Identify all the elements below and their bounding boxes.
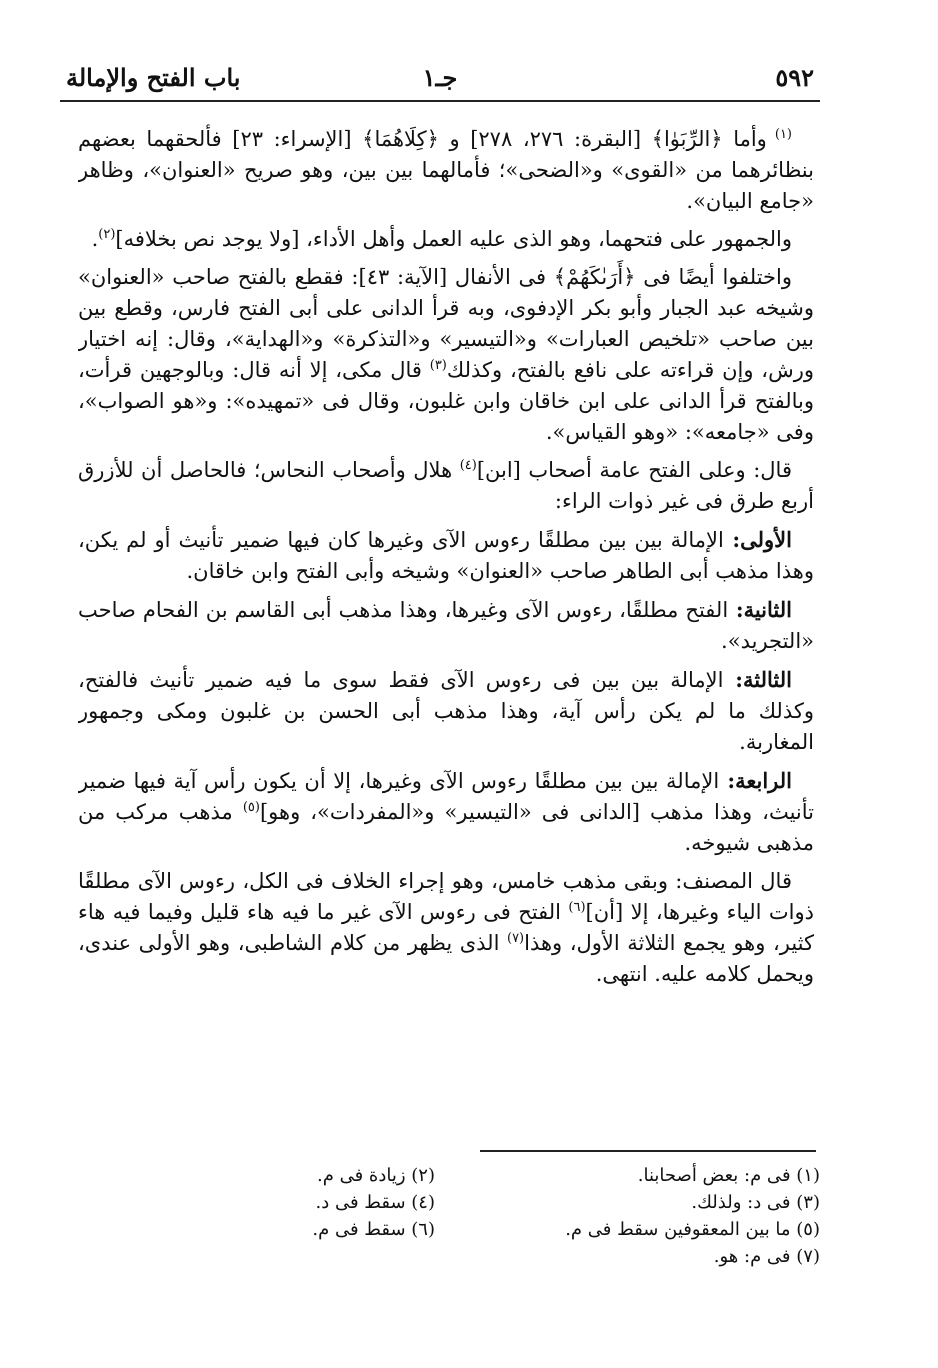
footnote-marker: (٧): [506, 931, 525, 946]
footnote: (٤) سقط فى د.: [315, 1192, 435, 1213]
text-run: الإمالة بين بين مطلقًا رءوس الآى وغيرها، إلا أن يكون رأس آية فيها ضمير تأنيث، وهذا مذهب [الدانى فى «التيسير» و«المفردات»، وهو]: [78, 769, 814, 824]
text-run: الإمالة بين بين فى رءوس الآى فقط سوى ما فيه ضمير تأنيث فالفتح، وكذلك ما لم يكن رأس آية، وهذا مذهب أبى الحسن بن غلبون ومكى وجمهور المغاربة.: [78, 668, 814, 754]
text-run: والجمهور على فتحهما، وهو الذى عليه العمل وأهل الأداء، [ولا يوجد نص بخلافه]: [115, 227, 792, 251]
text-run: الذى يظهر من كلام الشاطبى، وهو الأولى عندى، ويحمل كلامه عليه. انتهى.: [78, 931, 814, 986]
text-run: وأما ﴿الرِّبَوٰا﴾ [البقرة: ٢٧٦، ٢٧٨] و ﴿كِلَاهُمَا﴾ [الإسراء: ٢٣] فألحقهما بعضهم بنظائرهما من «القوى» و«الضحى»؛ فأمالهما بين بين، وهو صريح «العنوان»، وظاهر «جامع البيان».: [78, 127, 814, 213]
text-run: .: [91, 227, 99, 251]
paragraph: [78, 866, 814, 990]
footnote-marker: (٤): [459, 458, 477, 473]
footnote: (٥) ما بين المعقوفين سقط فى م.: [565, 1219, 820, 1240]
text-run: واختلفوا أيضًا فى ﴿أَرَىٰكَهُمْ﴾ فى الأنفال [الآية: ٤٣]: فقطع بالفتح صاحب «العنوان» وشيخه عبد الجبار وأبو بكر الإدفوى، وبه قرأ الدانى على أبى الفتح فارس، وقطع بين بين صاحب «تلخيص العبارات» و«التيسير» و«التذكرة» و«الهداية»، وقال: إنه اختيار ورش، وإن قراءته على نافع بالفتح، وكذلك: [78, 265, 814, 382]
text-run: الإمالة بين بين مطلقًا رءوس الآى وغيرها كان فيها ضمير تأنيث أو لم يكن، وهذا مذهب أبى الطاهر صاحب «العنوان» وشيخه وأبى الفتح وابن خاقان.: [78, 528, 814, 583]
footnotes: [90, 1162, 820, 1312]
footnote-separator: [480, 1150, 816, 1152]
footnote-marker: (٣): [429, 358, 447, 373]
paragraph: [78, 765, 814, 859]
footnote-marker: (٦): [568, 900, 586, 915]
paragraph: [78, 224, 814, 255]
text-run: قال مكى، إلا أنه قال: وبالوجهين قرأت، وبالفتح قرأ الدانى على ابن خاقان وابن غلبون، وقال فى «تمهيده»: و«هو الصواب»، وفى «جامعه»: «وهو القياس».: [78, 358, 814, 444]
paragraph: [78, 594, 814, 657]
footnote-marker: (٥): [242, 800, 260, 815]
running-header: [60, 56, 820, 102]
footnote-marker: (٢): [98, 227, 116, 242]
text-run: الفتح فى رءوس الآى غير ما فيه هاء قليل وفيما فيه هاء كثير، وهو يجمع الثلاثة الأول، وهذا: [78, 900, 814, 955]
footnote-marker: (١): [766, 127, 792, 142]
footnote: (١) فى م: بعض أصحابنا.: [637, 1165, 820, 1186]
footnote: (٧) فى م: هو.: [713, 1246, 820, 1267]
volume-label: جـ١: [422, 63, 458, 92]
text-run: مذهب مركب من مذهبى شيوخه.: [78, 800, 814, 855]
footnote: (٢) زيادة فى م.: [317, 1165, 435, 1186]
main-text: [78, 124, 814, 1160]
section-label: الأولى:: [723, 527, 792, 552]
footnote: (٣) فى د: ولذلك.: [691, 1192, 820, 1213]
section-label: الثانية:: [728, 597, 792, 622]
section-label: الرابعة:: [719, 768, 792, 793]
paragraph: [78, 524, 814, 587]
text-run: قال: وعلى الفتح عامة أصحاب [ابن]: [476, 458, 792, 482]
paragraph: [78, 262, 814, 448]
text-run: قال المصنف: وبقى مذهب خامس، وهو إجراء الخلاف فى الكل، رءوس الآى مطلقًا ذوات الياء وغيرها، إلا [أن]: [78, 869, 814, 924]
paragraph: [78, 664, 814, 758]
section-label: الثالثة:: [723, 667, 793, 692]
chapter-title: باب الفتح والإمالة: [66, 63, 241, 92]
paragraph: [78, 124, 814, 217]
text-run: هلال وأصحاب النحاس؛ فالحاصل أن للأزرق أربع طرق فى غير ذوات الراء:: [78, 458, 814, 513]
paragraph: [78, 455, 814, 517]
footnote: (٦) سقط فى م.: [312, 1219, 435, 1240]
page-number: ٥٩٢: [775, 63, 814, 92]
text-run: الفتح مطلقًا، رءوس الآى وغيرها، وهذا مذهب أبى القاسم بن الفحام صاحب «التجريد».: [78, 598, 814, 653]
